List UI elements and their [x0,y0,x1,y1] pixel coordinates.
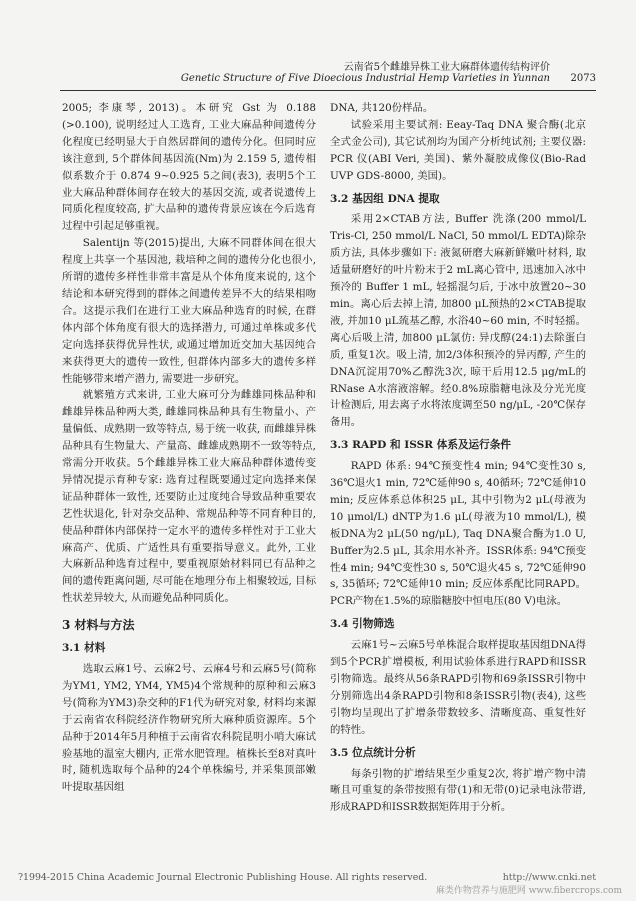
copyright-footer: ?1994-2015 China Academic Journal Electronic Publishing House. All rights reserved. [18,872,428,883]
page-number: 2073 [570,73,596,84]
paragraph: RAPD 体系: 94℃预变性4 min; 94℃变性30 s, 36℃退火1 min, 72℃延伸90 s, 40循环; 72℃延伸10 min; 反应体系总体积25 μL, 其中引物为2 μL(母液为10 μmol/L) dNTP为1.6 μL(母液为10 mmol/L), 模板DNA为2 μL(50 ng/μL), Taq DNA聚合酶为1.0 U, Buffer为2.5 μL, 其余用水补齐。ISSR体系: 94℃预变性4 min; 94℃变性30 s, 50℃退火45 s, 72℃延伸90 s, 35循环; 72℃延伸10 min; 反应体系配比同RAPD。PCR产物在1.5%的琼脂糖胶中恒电压(80 V)电泳。 [330,460,586,608]
paragraph: Salentijn 等(2015)提出, 大麻不同群体间在很大程度上共享一个基因池, 栽培种之间的遗传分化也很小, 所谓的遗传多样性非常丰富是从个体角度来说的, 这个结论和本研究得到的群体之间遗传差异不大的结果相吻合。这提示我们在进行工业大麻品种选育的时候, 在群体内部个体角度有很大的选择潜力, 可通过单株或多代定向选择获得优异性状, 或通过增加近交加大基因纯合来获得更大的遗传一致性, 但群体内部多大的遗传多样性能够带来增产潜力, 需要进一步研究。 [62,237,316,385]
left-column [62,100,316,796]
running-title-cn: 云南省5个雌雄异株工业大麻群体遗传结构评价 [343,62,550,73]
paragraph: 每条引物的扩增结果至少重复2次, 将扩增产物中清晰且可重复的条带按照有带(1)和无带(0)记录电泳带谱, 形成RAPD和ISSR数据矩阵用于分析。 [330,767,586,814]
paragraph: 试验采用主要试剂: Eeay-Taq DNA 聚合酶(北京全式金公司), 其它试剂均为国产分析纯试剂; 主要仪器: PCR 仪(ABI Veri, 美国)、紫外凝胶成像仪(Bio-Rad UVP GDS-8000, 美国)。 [330,118,586,182]
paragraph: 选取云麻1号、云麻2号、云麻4号和云麻5号(简称为YM1, YM2, YM4, YM5)4个常规种的原种和云麻3号(简称为YM3)杂交种的F1代为研究对象, 材料均来源于云南省农科院经济作物研究所大麻种质资源库。5个品种于2014年5月种植于云南省农科院昆明小哨大麻试验基地的温室大棚内, 正常水肥管理。植株长至8对真叶时, 随机选取每个品种的24个单株编号, 并采集顶部嫩叶提取基因组 [62,663,316,794]
right-column [330,100,586,816]
header-rule [60,90,596,91]
footer-link[interactable]: http://www.cnki.net [502,872,596,883]
paragraph: 2005; 李康琴, 2013)。本研究 Gst 为 0.188 (>0.100), 说明经过人工选育, 工业大麻品种间遗传分化程度已经明显大于自然居群间的遗传分化。但同时应该注意到, 5个群体间基因流(Nm)为 2.159 5, 遗传相似系数介于 0.874 9~0.925 5之间(表3), 表明5个工业大麻品种群体间存在较大的基因交流, 或者说遗传上同质化程度较高, 扩大品种的遗传背景应该在今后选育过程中引起足够重视。 [62,102,316,233]
paragraph: 采用2×CTAB方法, Buffer 洗涤(200 mmol/L Tris-Cl, 250 mmol/L NaCl, 50 mmol/L EDTA)除杂质方法, 具体步骤如下: 液氮研磨大麻新鲜嫩叶材料, 取适量研磨好的叶片粉末于2 mL离心管中, 迅速加入冰中预冷的 Buffer 1 mL, 轻摇混匀后, 于冰中放置20~30 min。离心后去掉上清, 加800 μL预热的2×CTAB提取液, 并加10 μL巯基乙醇, 水浴40~60 min, 不时轻摇。离心后吸上清, 加800 μL氯仿: 异戊醇(24:1)去除蛋白质, 重复1次。吸上清, 加2/3体积预冷的异丙醇, 产生的DNA沉淀用70%乙醇洗3次, 晾干后用12.5 μg/mL的RNase A水溶液溶解。经0.8%琼脂糖电泳及分光光度计检测后, 用去离子水将浓度调至50 ng/μL, -20℃保存备用。 [330,213,586,429]
section-heading: 3 材料与方法 [62,618,135,633]
running-title-en: Genetic Structure of Five Dioecious Industrial Hemp Varieties in Yunnan [180,73,550,84]
paragraph: 云麻1号~云麻5号单株混合取样提取基因组DNA得到5个PCR扩增模板, 利用试验体系进行RAPD和ISSR引物筛选。最终从56条RAPD引物和69条ISSR引物中分别筛选出4条RAPD引物和8条ISSR引物(表4), 这些引物均呈现出了扩增条带数较多、清晰度高、重复性好的特性。 [330,639,586,736]
paragraph: 就繁殖方式来讲, 工业大麻可分为雌雄同株品种和雌雄异株品种两大类, 雌雄同株品种具有生物量小、产量偏低、成熟期一致等特点, 易于统一收获, 而雌雄异株品种具有生物量大、产量高、雌雄成熟期不一致等特点, 常需分开收获。5个雌雄异株工业大麻品种群体遗传变异情况提示育种专家: 选育过程既要通过定向选择来保证品种群体一致性, 还要防止过度纯合导致品种重要农艺性状退化, 针对杂交品种、常规品种等不同育种目的, 使品种群体内部保持一定水平的遗传多样性对于工业大麻高产、优质、广适性具有重要指导意义。此外, 工业大麻新品种选育过程中, 要重视原始材料同已有品种之间的遗传距离问题, 尽可能在地理分布上相聚较远, 目标性状差异较大, 从而避免品种同质化。 [62,389,316,605]
subsection-heading: 3.4 引物筛选 [330,618,395,631]
subsection-heading: 3.1 材料 [62,642,106,655]
paragraph: DNA, 共120份样品。 [330,102,434,114]
subsection-heading: 3.2 基因组 DNA 提取 [330,192,440,205]
subsection-heading: 3.5 位点统计分析 [330,746,416,759]
watermark: 麻类作物营养与施肥网 www.fibercrops.com [435,886,622,896]
subsection-heading: 3.3 RAPD 和 ISSR 体系及运行条件 [330,439,511,452]
